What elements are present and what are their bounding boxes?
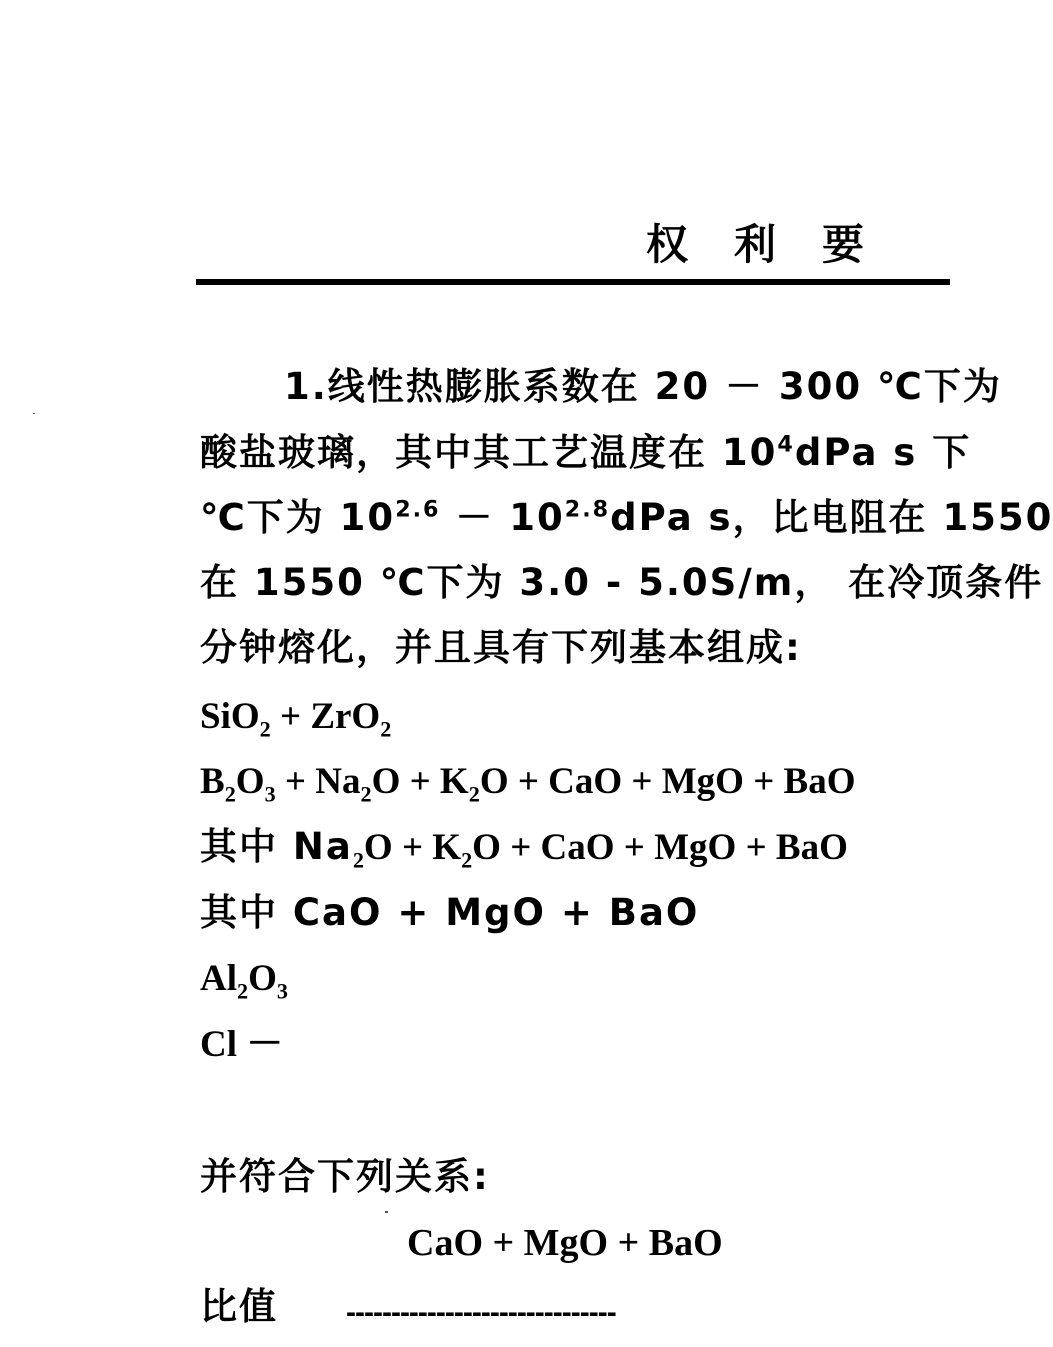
- c1-s1: 2: [259, 716, 271, 742]
- c2-s3: 3: [264, 781, 276, 807]
- scan-speck: [385, 1211, 388, 1213]
- c2-s1: 2: [224, 781, 236, 807]
- claim-1-line-4: 在 1550 ℃下为 3.0 - 5.0S/m， 在冷顶条件: [200, 561, 1044, 604]
- c3-s1: 2: [352, 847, 364, 873]
- line-3-text-a: ℃下为 10: [200, 496, 396, 539]
- c5-s3: 3: [276, 978, 288, 1004]
- c3-s3: 2: [461, 847, 473, 873]
- c1-s3: 2: [380, 716, 392, 742]
- fraction-numerator: CaO + MgO + BaO: [407, 1222, 723, 1264]
- c1-t0: SiO: [200, 696, 260, 737]
- title-char-1: 权: [646, 220, 689, 269]
- line-3-text-b: － 10: [440, 496, 565, 539]
- claim-1-line-2: [200, 428, 971, 478]
- title-rule: [196, 279, 950, 285]
- title-char-2: 利: [734, 220, 777, 269]
- scan-speck: [33, 413, 35, 414]
- c5-s1: 2: [237, 978, 249, 1004]
- relation-intro: 并符合下列关系:: [200, 1155, 490, 1198]
- component-cl: Cl －: [200, 1024, 284, 1065]
- line-2-text-b: dPa s 下: [794, 431, 972, 474]
- component-alkali-sum: [200, 822, 848, 873]
- c2-t8: O + CaO + MgO + BaO: [479, 761, 856, 802]
- line-3-sup-1: 2.6: [395, 496, 441, 523]
- c4-text: 其中 CaO + MgO + BaO: [200, 891, 700, 934]
- c2-s7: 2: [468, 781, 480, 807]
- c3-t0: 其中 Na: [200, 825, 353, 868]
- component-alkaline-earth-sum: [200, 888, 699, 939]
- c2-s5: 2: [360, 781, 372, 807]
- c2-t4: + Na: [275, 761, 361, 802]
- c5-t2: O: [248, 958, 277, 999]
- line-3-sup-2: 2.8: [564, 496, 611, 523]
- component-sio2-zro2: [200, 692, 391, 742]
- c5-t0: Al: [200, 958, 237, 999]
- c2-t2: O: [235, 761, 265, 802]
- claim-1-line-5: 分钟熔化，并且具有下列基本组成:: [200, 626, 802, 669]
- c3-t4: O + CaO + MgO + BaO: [472, 827, 848, 868]
- line-3-text-c: dPa s，比电阻在 1550: [610, 496, 1053, 539]
- line-2-sup: 4: [777, 431, 795, 458]
- c1-t2: + ZrO: [270, 696, 381, 737]
- title-char-3: 要: [822, 220, 865, 269]
- line-2-text-a: 酸盐玻璃，其中其工艺温度在 10: [200, 431, 778, 474]
- c2-t6: O + K: [371, 761, 469, 802]
- component-al2o3: [200, 954, 288, 1004]
- ratio-label: 比值: [200, 1285, 278, 1328]
- c3-t2: O + K: [363, 827, 462, 868]
- component-b2o3-sum: [200, 757, 856, 807]
- claim-1-line-1: 1.线性热膨胀系数在 20 － 300 ℃下为: [284, 365, 1002, 408]
- claim-1-line-3: [200, 493, 1053, 543]
- claims-title: [646, 212, 910, 272]
- c2-t0: B: [200, 761, 225, 802]
- fraction-bar: ------------------------------: [346, 1296, 616, 1329]
